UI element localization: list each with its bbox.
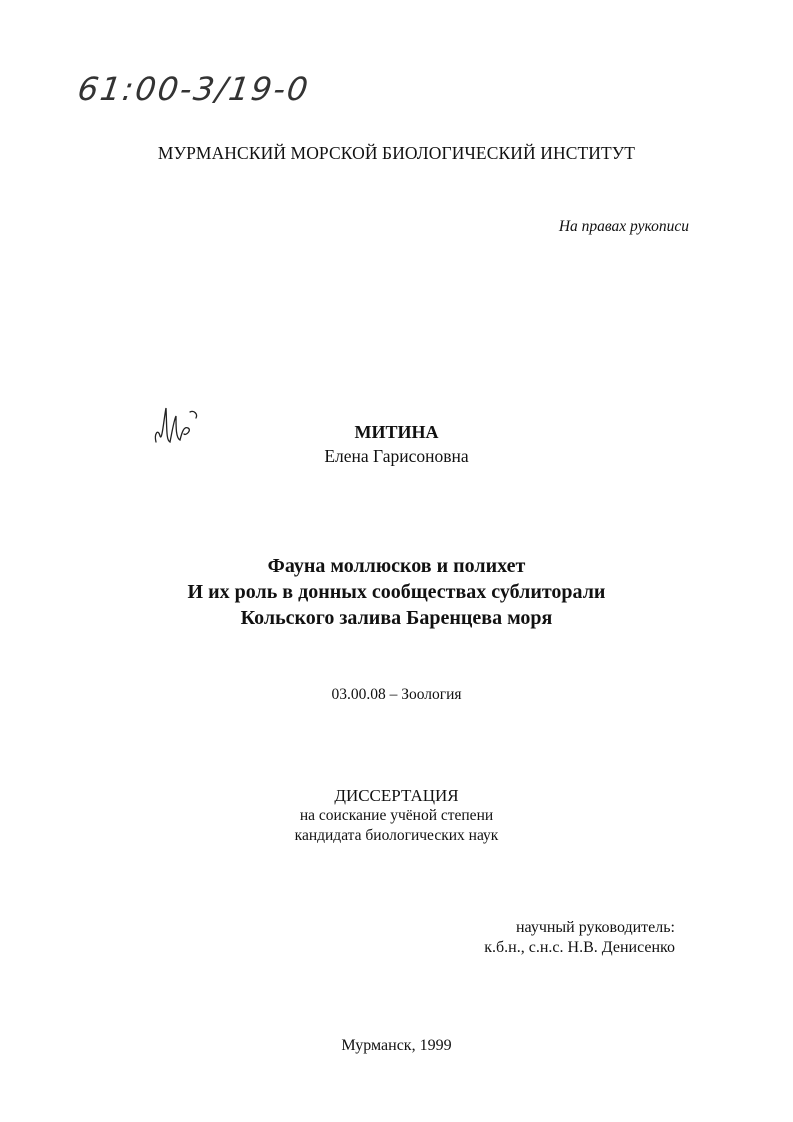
work-type-heading: ДИССЕРТАЦИЯ xyxy=(334,786,459,805)
title-line: И их роль в донных сообществах сублиторали xyxy=(187,581,606,603)
institution-name: МУРМАНСКИЙ МОРСКОЙ БИОЛОГИЧЕСКИЙ ИНСТИТУТ xyxy=(157,143,636,163)
scientific-advisor xyxy=(484,918,675,958)
specialty-code: 03.00.08 – Зоология xyxy=(331,686,462,703)
title-line: Кольского залива Баренцева моря xyxy=(240,607,553,629)
author-given-names: Елена Гарисоновна xyxy=(324,446,469,466)
dissertation-title xyxy=(0,553,793,631)
rights-note: На правах рукописи xyxy=(558,218,689,235)
degree-line-1: на соискание учёной степени xyxy=(299,807,494,824)
advisor-label: научный руководитель: xyxy=(515,919,675,936)
place-and-year: Мурманск, 1999 xyxy=(341,1037,452,1054)
degree-line-2: кандидата биологических наук xyxy=(294,827,499,844)
author-surname: МИТИНА xyxy=(354,422,439,442)
archive-code-handwritten: 61:00-3/19-0 xyxy=(75,70,313,108)
work-type xyxy=(0,786,793,846)
title-line: Фауна моллюсков и полихет xyxy=(267,555,526,577)
advisor-name: к.б.н., с.н.с. Н.В. Денисенко xyxy=(484,939,675,956)
